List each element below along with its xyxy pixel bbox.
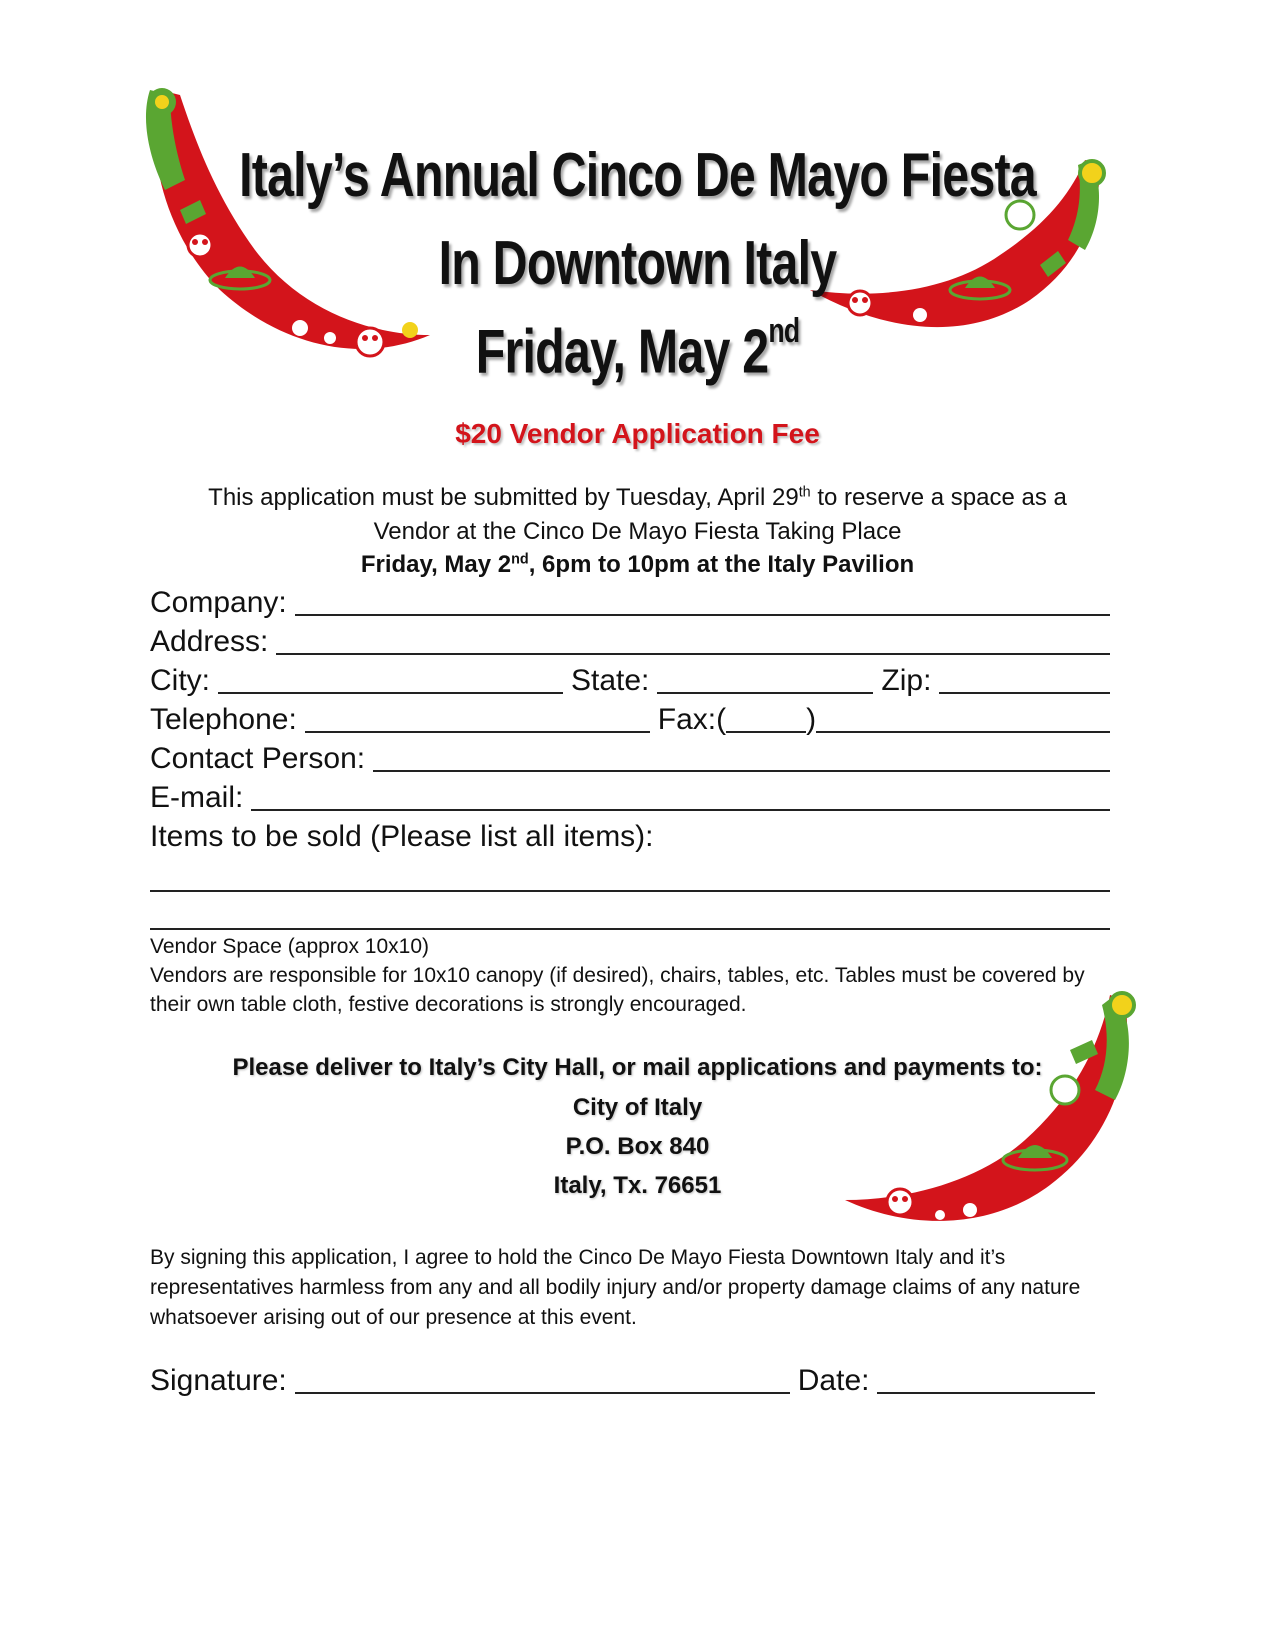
- intro-line-1: [0, 484, 1275, 512]
- telephone-label: Telephone:: [150, 703, 297, 736]
- company-field[interactable]: [295, 588, 1110, 616]
- fax-paren-close: ): [806, 703, 817, 736]
- items-row: [150, 820, 1110, 854]
- email-field[interactable]: [251, 783, 1110, 811]
- vendor-space-text: Vendor Space (approx 10x10): [150, 935, 430, 958]
- intro-deadline-rest: to reserve a space as a: [810, 484, 1067, 511]
- vendor-responsibility-text: Vendors are responsible for 10x10 canopy (if desired), chairs, tables, etc. Tables must be covered by their own table cloth, festive decorations is strongly encouraged.: [150, 964, 1085, 1016]
- delivery-instruction: Please deliver to Italy’s City Hall, or mail applications and payments to:: [232, 1054, 1043, 1081]
- signature-field[interactable]: [295, 1366, 790, 1394]
- email-row: [150, 781, 1110, 815]
- items-line-2[interactable]: [150, 928, 1110, 930]
- company-row: [150, 586, 1110, 620]
- signature-row: [150, 1364, 1095, 1398]
- intro-line-3: [0, 551, 1275, 579]
- intro-deadline: This application must be submitted by Tuesday, April 29: [208, 484, 799, 511]
- state-field[interactable]: [657, 666, 873, 694]
- date-field[interactable]: [877, 1366, 1095, 1394]
- event-title: Italy’s Annual Cinco De Mayo Fiesta: [239, 141, 1036, 210]
- liability-waiver: By signing this application, I agree to hold the Cinco De Mayo Fiesta Downtown Italy and it’s representatives harmless from any and all bodily injury and/or property damage claims of any nature whatsoever arising out of our presence at this event.: [150, 1246, 1081, 1329]
- address-row: [150, 625, 1110, 659]
- mail-city: Italy, Tx. 76651: [553, 1172, 722, 1199]
- contact-person-label: Contact Person:: [150, 742, 366, 775]
- email-label: E-mail:: [150, 781, 244, 814]
- intro-line-2: Vendor at the Cinco De Mayo Fiesta Taking Place: [373, 518, 902, 545]
- intro-deadline-suffix: th: [798, 484, 811, 501]
- mail-recipient: City of Italy: [572, 1094, 703, 1121]
- date-label: Date:: [797, 1364, 870, 1397]
- city-label: City:: [150, 664, 210, 697]
- intro-event-time: , 6pm to 10pm at the Italy Pavilion: [528, 551, 915, 578]
- zip-field[interactable]: [939, 666, 1110, 694]
- fax-label: Fax:(: [657, 703, 727, 736]
- signature-label: Signature:: [150, 1364, 287, 1397]
- city-field[interactable]: [218, 666, 563, 694]
- event-date-text: Friday, May 2: [475, 317, 769, 387]
- contact-row: [150, 742, 1110, 776]
- fax-field[interactable]: [816, 705, 1110, 733]
- contact-person-field[interactable]: [373, 744, 1110, 772]
- items-label: Items to be sold (Please list all items):: [150, 820, 654, 853]
- company-label: Company:: [150, 586, 287, 619]
- zip-label: Zip:: [881, 664, 932, 697]
- items-line-1[interactable]: [150, 890, 1110, 892]
- state-label: State:: [571, 664, 650, 697]
- intro-event-day-suffix: nd: [511, 551, 529, 568]
- address-field[interactable]: [276, 627, 1110, 655]
- application-fee: $20 Vendor Application Fee: [455, 418, 820, 449]
- intro-event-day: Friday, May 2: [360, 551, 512, 578]
- event-date: [140, 312, 1135, 388]
- telephone-fax-row: [150, 703, 1110, 737]
- event-date-suffix: nd: [768, 312, 800, 350]
- city-state-zip-row: [150, 664, 1110, 698]
- address-label: Address:: [150, 625, 269, 658]
- telephone-field[interactable]: [305, 705, 650, 733]
- fax-area-code-field[interactable]: [726, 705, 806, 733]
- event-location: In Downtown Italy: [438, 229, 837, 298]
- mail-po-box: P.O. Box 840: [565, 1133, 710, 1160]
